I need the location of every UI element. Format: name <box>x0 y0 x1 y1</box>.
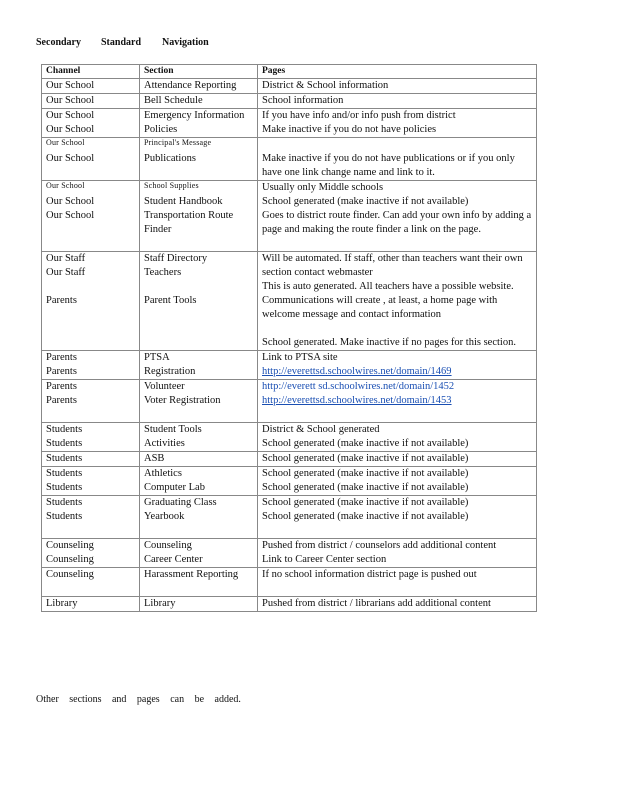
pages-text: School generated (make inactive if not available) <box>262 453 469 464</box>
cell-pages <box>258 252 537 351</box>
section-text: Staff Directory <box>144 253 208 264</box>
table-row-group <box>42 452 537 467</box>
pages-text: School generated (make inactive if not available) <box>262 196 469 207</box>
cell-pages <box>258 568 537 597</box>
table-row-group <box>42 539 537 568</box>
header-pages: Pages <box>258 65 537 79</box>
channel-text: Students <box>46 468 83 479</box>
cell-section <box>140 467 258 496</box>
cell-section <box>140 138 258 181</box>
pages-text: School generated (make inactive if not available) <box>262 468 469 479</box>
table-row-group <box>42 351 537 380</box>
navigation-table <box>41 64 537 612</box>
footer-note: Other sections and pages can be added. <box>36 694 241 705</box>
cell-section <box>140 79 258 94</box>
pages-text: Pushed from district / counselors add additional content <box>262 540 497 551</box>
section-text: Principal's Message <box>144 138 212 147</box>
channel-text: Parents <box>46 295 77 306</box>
channel-text: Counseling <box>46 554 94 565</box>
channel-text: Library <box>46 598 78 609</box>
table-row-group <box>42 79 537 94</box>
table-row-group <box>42 496 537 539</box>
table-row-group <box>42 94 537 109</box>
cell-channel <box>42 252 140 351</box>
cell-pages <box>258 496 537 539</box>
channel-text: Counseling <box>46 540 94 551</box>
pages-text <box>262 138 536 152</box>
cell-channel <box>42 467 140 496</box>
cell-channel <box>42 380 140 423</box>
section-text: Student Handbook <box>144 196 223 207</box>
channel-text: Our Staff <box>46 253 86 264</box>
channel-text: Students <box>46 511 83 522</box>
section-text: Transportation Route Finder <box>144 210 234 235</box>
cell-pages <box>258 597 537 612</box>
table-row-group <box>42 252 537 351</box>
cell-channel <box>42 181 140 252</box>
section-text: Computer Lab <box>144 482 205 493</box>
heading-secondary: Secondary <box>36 37 81 48</box>
section-text: Career Center <box>144 554 203 565</box>
page-url: http://everett sd.schoolwires.net/domain/1452 <box>262 381 455 392</box>
pages-text: Goes to district route finder. Can add your own info by adding a page and making the route finder a link on the page. <box>262 210 532 235</box>
table-row-group <box>42 568 537 597</box>
cell-channel <box>42 94 140 109</box>
cell-channel <box>42 539 140 568</box>
table-row-group <box>42 181 537 252</box>
pages-text: Usually only Middle schools <box>262 182 384 193</box>
channel-text: Our Staff <box>46 267 86 278</box>
cell-pages <box>258 138 537 181</box>
channel-text: Counseling <box>46 569 94 580</box>
channel-text: Parents <box>46 366 77 377</box>
cell-section <box>140 568 258 597</box>
pages-text: Link to Career Center section <box>262 554 387 565</box>
section-text: Voter Registration <box>144 395 221 406</box>
cell-section <box>140 423 258 452</box>
channel-text: Our School <box>46 80 95 91</box>
cell-channel <box>42 109 140 138</box>
cell-channel <box>42 568 140 597</box>
channel-text: Students <box>46 482 83 493</box>
pages-text: School generated (make inactive if not available) <box>262 482 469 493</box>
section-text: Student Tools <box>144 424 202 435</box>
cell-section <box>140 94 258 109</box>
section-text: Teachers <box>144 267 182 278</box>
pages-text: If no school information district page is pushed out <box>262 569 477 580</box>
pages-text: Make inactive if you do not have policies <box>262 124 437 135</box>
cell-pages <box>258 109 537 138</box>
section-text: Attendance Reporting <box>144 80 237 91</box>
cell-channel <box>42 597 140 612</box>
cell-pages <box>258 423 537 452</box>
channel-text: Our School <box>46 153 95 164</box>
cell-section <box>140 539 258 568</box>
section-text: PTSA <box>144 352 170 363</box>
pages-text: Make inactive if you do not have publications or if you only have one link change name and link to it. <box>262 153 515 178</box>
cell-section <box>140 380 258 423</box>
cell-pages <box>258 467 537 496</box>
channel-text: Students <box>46 438 83 449</box>
cell-section <box>140 351 258 380</box>
header-section: Section <box>140 65 258 79</box>
channel-text: Parents <box>46 395 77 406</box>
section-text: Emergency Information <box>144 110 245 121</box>
cell-section <box>140 109 258 138</box>
pages-text: School generated (make inactive if not available) <box>262 511 469 522</box>
pages-text: District & School information <box>262 80 389 91</box>
heading-standard: Standard <box>101 37 142 48</box>
table-body <box>42 79 537 612</box>
channel-text: Our School <box>46 196 95 207</box>
cell-channel <box>42 452 140 467</box>
cell-channel <box>42 423 140 452</box>
table-row-group <box>42 380 537 423</box>
cell-section <box>140 181 258 252</box>
pages-text: If you have info and/or info push from district <box>262 110 456 121</box>
cell-pages <box>258 351 537 380</box>
table-row-group <box>42 138 537 181</box>
section-text: Counseling <box>144 540 192 551</box>
table-row-group <box>42 467 537 496</box>
cell-pages <box>258 94 537 109</box>
section-text: Graduating Class <box>144 497 217 508</box>
channel-text: Our School <box>46 124 95 135</box>
pages-text: This is auto generated. All teachers have a possible website. Communications will create , at least, a home page with welcome message and contact information <box>262 281 514 320</box>
section-text: ASB <box>144 453 165 464</box>
cell-pages <box>258 79 537 94</box>
section-text: Harassment Reporting <box>144 569 239 580</box>
section-text: Yearbook <box>144 511 185 522</box>
cell-channel <box>42 79 140 94</box>
pages-text: Pushed from district / librarians add additional content <box>262 598 491 609</box>
section-text: Library <box>144 598 176 609</box>
channel-text: Students <box>46 497 83 508</box>
cell-section <box>140 452 258 467</box>
table-row-group <box>42 109 537 138</box>
cell-channel <box>42 351 140 380</box>
section-text: Publications <box>144 153 196 164</box>
cell-pages <box>258 181 537 252</box>
section-text: Parent Tools <box>144 295 197 306</box>
navigation-table-container <box>41 64 536 612</box>
page-link[interactable]: http://everettsd.schoolwires.net/domain/1469 <box>262 366 452 377</box>
section-text: Registration <box>144 366 196 377</box>
channel-text: Parents <box>46 352 77 363</box>
cell-pages <box>258 380 537 423</box>
cell-section <box>140 597 258 612</box>
cell-pages <box>258 452 537 467</box>
channel-text: Students <box>46 453 83 464</box>
section-text: School Supplies <box>144 181 199 190</box>
pages-text: School generated (make inactive if not available) <box>262 438 469 449</box>
pages-text: Will be automated. If staff, other than teachers want their own section contact webmaster <box>262 253 523 278</box>
table-header-row <box>42 65 537 79</box>
channel-text: Our School <box>46 210 95 221</box>
pages-text: District & School generated <box>262 424 380 435</box>
table-row-group <box>42 423 537 452</box>
cell-pages <box>258 539 537 568</box>
channel-text: Students <box>46 424 83 435</box>
channel-text: Parents <box>46 381 77 392</box>
pages-text: School generated. Make inactive if no pages for this section. <box>262 337 516 348</box>
pages-text: School generated (make inactive if not available) <box>262 497 469 508</box>
section-text: Policies <box>144 124 178 135</box>
cell-channel <box>42 138 140 181</box>
channel-text: Our School <box>46 95 95 106</box>
heading-navigation: Navigation <box>162 37 209 48</box>
page-link[interactable]: http://everettsd.schoolwires.net/domain/1453 <box>262 395 452 406</box>
channel-text: Our School <box>46 181 85 190</box>
pages-text: School information <box>262 95 344 106</box>
header-channel: Channel <box>42 65 140 79</box>
cell-channel <box>42 496 140 539</box>
channel-text: Our School <box>46 138 85 147</box>
section-text: Athletics <box>144 468 182 479</box>
cell-section <box>140 496 258 539</box>
pages-text: Link to PTSA site <box>262 352 338 363</box>
section-text: Activities <box>144 438 185 449</box>
table-row-group <box>42 597 537 612</box>
cell-section <box>140 252 258 351</box>
channel-text: Our School <box>46 110 95 121</box>
section-text: Bell Schedule <box>144 95 203 106</box>
section-text: Volunteer <box>144 381 185 392</box>
